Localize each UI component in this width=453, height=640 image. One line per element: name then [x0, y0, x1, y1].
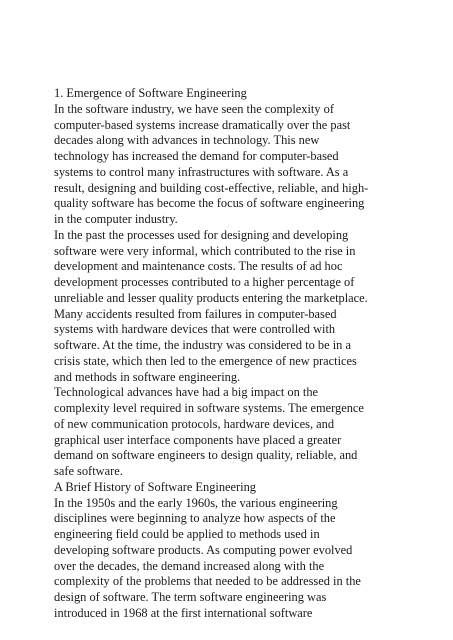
text-line: software. At the time, the industry was considered to be in a	[54, 338, 351, 352]
text-line: quality software has become the focus of software engineering	[54, 196, 365, 211]
section-heading: A Brief History of Software Engineering	[54, 479, 256, 494]
text-line: introduced in 1968 at the first international software	[54, 605, 313, 620]
section-heading: 1. Emergence of Software Engineering	[54, 86, 247, 100]
text-line: Technological advances have had a big impact on the	[54, 385, 319, 400]
text-line: over the decades, the demand increased along with the	[54, 558, 325, 573]
text-line: complexity of the problems that needed to be addressed in the	[54, 574, 361, 589]
document-text	[54, 86, 414, 622]
text-line: design of software. The term software engineering was	[54, 590, 327, 604]
text-line: disciplines were beginning to analyze how aspects of the	[54, 511, 336, 526]
text-line: result, designing and building cost-effective, reliable, and high-	[54, 180, 369, 195]
text-line: in the computer industry.	[54, 212, 178, 226]
text-line: development processes contributed to a higher percentage of	[54, 275, 355, 289]
text-line: unreliable and lesser quality products entering the marketplace.	[54, 290, 368, 305]
text-line: technology has increased the demand for computer-based	[54, 149, 339, 163]
text-line: development and maintenance costs. The results of ad hoc	[54, 259, 343, 274]
text-line: In the 1950s and the early 1960s, the various engineering	[54, 495, 338, 510]
text-line: decades along with advances in technology. This new	[54, 133, 320, 148]
text-line: crisis state, which then led to the emergence of new practices	[54, 353, 357, 368]
text-line: graphical user interface components have placed a greater	[54, 432, 342, 447]
text-line: complexity level required in software systems. The emergence	[54, 401, 364, 415]
text-line: In the past the processes used for designing and developing	[54, 227, 349, 242]
text-line: systems to control many infrastructures with software. As a	[54, 164, 349, 179]
text-line: Many accidents resulted from failures in computer-based	[54, 306, 337, 321]
text-line: and methods in software engineering.	[54, 369, 241, 384]
text-line: systems with hardware devices that were controlled with	[54, 322, 336, 337]
text-line: engineering field could be applied to methods used in	[54, 527, 320, 541]
text-line: of new communication protocols, hardware devices, and	[54, 416, 335, 431]
text-line: demand on software engineers to design quality, reliable, and	[54, 448, 358, 463]
text-line: In the software industry, we have seen the complexity of	[54, 101, 334, 116]
text-line: developing software products. As computing power evolved	[54, 542, 353, 557]
text-line: safe software.	[54, 464, 123, 478]
text-line: computer-based systems increase dramatically over the past	[54, 117, 351, 132]
text-line: software were very informal, which contributed to the rise in	[54, 243, 356, 258]
